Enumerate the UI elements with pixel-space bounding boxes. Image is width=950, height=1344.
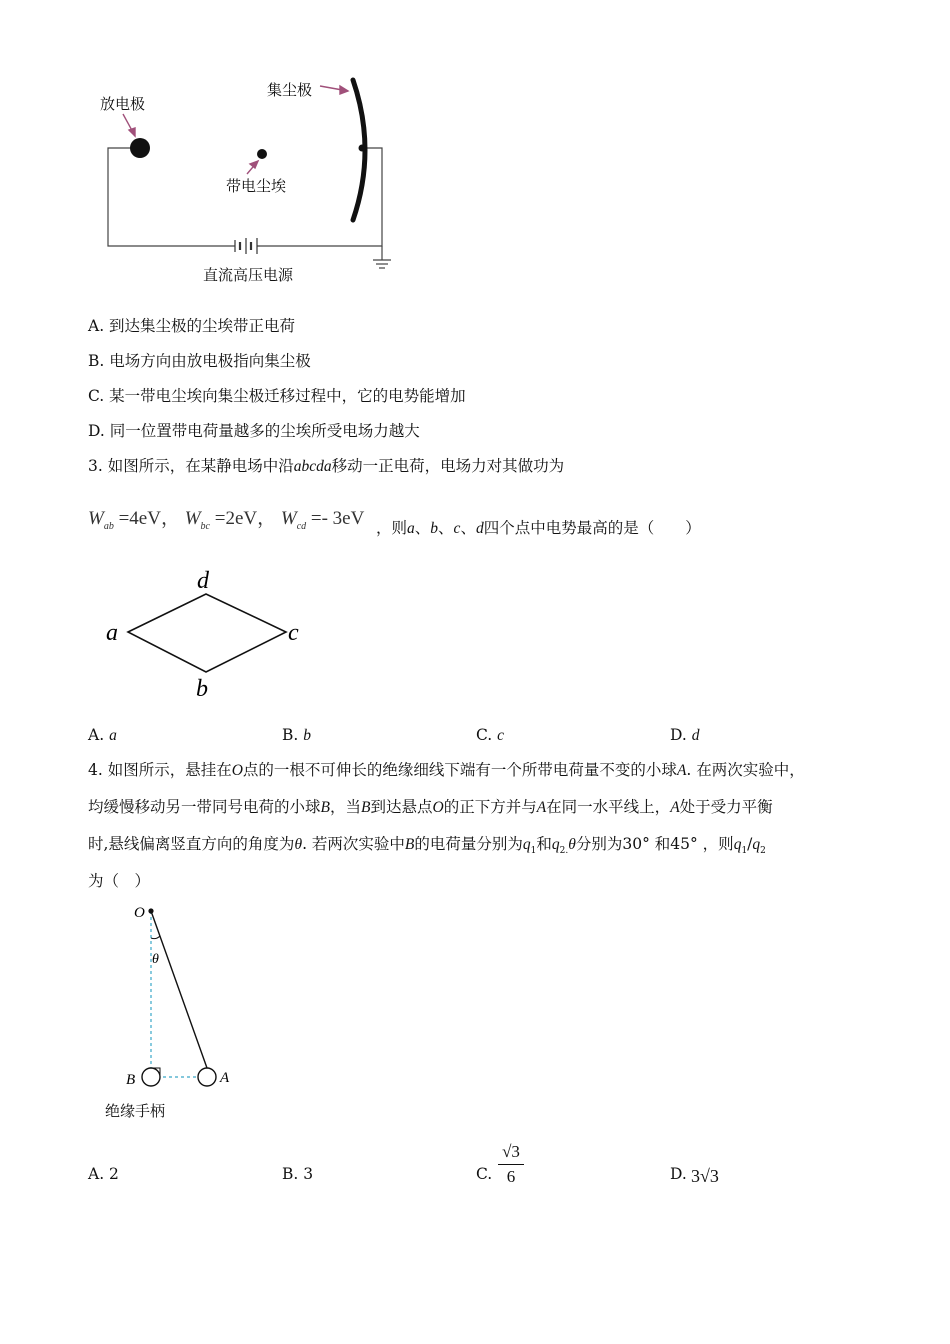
fraction-denominator: 6	[506, 1167, 516, 1186]
battery-icon	[235, 238, 260, 254]
label-A: A	[220, 1070, 230, 1086]
q4-option-b: B. 3	[282, 1165, 314, 1183]
label-O: O	[134, 905, 145, 921]
q3-option-a: A. a	[88, 726, 117, 744]
label-arrows	[123, 86, 348, 174]
q4-option-d-prefix: D.	[670, 1165, 687, 1183]
label-insulated-handle: 绝缘手柄	[105, 1102, 166, 1120]
theta-angle-arc	[151, 936, 160, 939]
q3-stem: 3. 如图所示，在某静电场中沿abcda移动一正电荷，电场力对其做功为	[88, 457, 565, 475]
discharge-electrode	[130, 138, 150, 158]
q3-work-formula: $W_{ab} =4eV$， $W_{bc} =2eV$， $W_{cd} =- 3eV$	[88, 508, 365, 532]
ball-B	[142, 1068, 160, 1086]
label-theta: θ	[152, 952, 159, 967]
rhombus-abcd	[128, 594, 286, 672]
q3-option-d: D. d	[670, 726, 700, 744]
q2-option-c: C. 某一带电尘埃向集尘极迁移过程中，它的电势能增加	[88, 387, 466, 405]
suspension-thread	[151, 911, 207, 1068]
label-collector-electrode: 集尘极	[267, 81, 313, 99]
q3-option-c: C. c	[476, 726, 505, 744]
q3-option-b: B. b	[282, 726, 311, 744]
q4-option-d-value: 3√3	[691, 1166, 719, 1186]
circuit-wire-left	[108, 148, 235, 246]
q2-option-d: D. 同一位置带电荷量越多的尘埃所受电场力越大	[88, 422, 420, 440]
q4-stem-line-2: 均缓慢移动另一带同号电荷的小球B，当B到达悬点O的正下方并与A在同一水平线上，A处于受力平衡	[88, 798, 773, 816]
rhombus-label-d: d	[197, 568, 209, 594]
pivot-point-O	[148, 908, 153, 913]
label-B: B	[126, 1072, 136, 1088]
rhombus-figure	[100, 560, 320, 705]
q2-option-a: A. 到达集尘极的尘埃带正电荷	[88, 317, 296, 335]
ball-A	[198, 1068, 216, 1086]
q3-question-tail: ，则a、b、c、d四个点中电势最高的是（ ）	[376, 519, 701, 537]
q4-stem-line-1: 4. 如图所示，悬挂在O点的一根不可伸长的绝缘细线下端有一个所带电荷量不变的小球A. 在两次实验中，	[88, 761, 805, 779]
ground-icon	[373, 246, 391, 268]
pendulum-figure	[120, 900, 250, 1100]
q4-option-c-prefix: C.	[476, 1165, 493, 1183]
q4-option-c-fraction	[498, 1140, 524, 1189]
q4-stem-line-3: 时,悬线偏离竖直方向的角度为θ. 若两次实验中B的电荷量分别为$q_1$和$q_{2.}\theta$分别为30° 和45° ，则$q_1/q_2$	[88, 835, 766, 857]
rhombus-label-b: b	[196, 676, 208, 702]
label-discharge-electrode: 放电极	[100, 95, 146, 113]
label-charged-dust: 带电尘埃	[226, 177, 287, 195]
rhombus-label-a: a	[106, 620, 118, 646]
q4-option-a: A. 2	[88, 1165, 119, 1183]
fraction-numerator: √3	[498, 1140, 524, 1165]
q2-option-b: B. 电场方向由放电极指向集尘极	[88, 352, 311, 370]
rhombus-label-c: c	[288, 620, 299, 646]
q3-path: abcda	[293, 458, 332, 475]
q4-stem-line-4: 为（ ）	[88, 872, 151, 890]
charged-dust-particle	[257, 149, 267, 159]
label-power-source: 直流高压电源	[203, 266, 294, 284]
